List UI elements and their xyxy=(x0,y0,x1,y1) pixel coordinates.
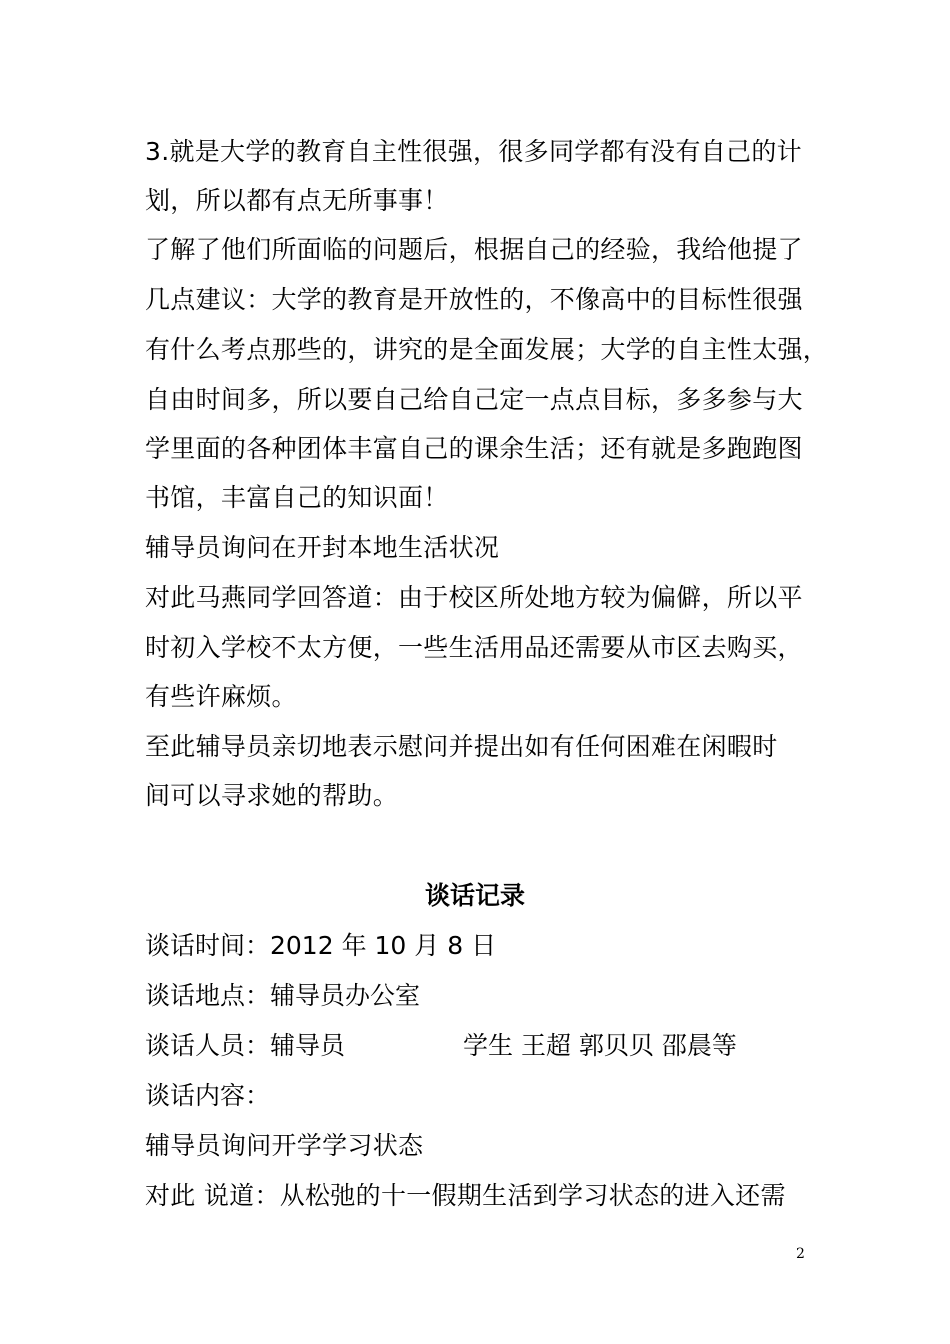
paragraph-line: 几点建议：大学的教育是开放性的，不像高中的目标性很强 xyxy=(145,285,803,314)
paragraph-line: 3.就是大学的教育自主性很强，很多同学都有没有自己的计 xyxy=(145,137,802,166)
paragraph-line: 自由时间多，所以要自己给自己定一点点目标，多多参与大 xyxy=(145,385,803,414)
record-people xyxy=(145,1031,737,1061)
record-line: 辅导员询问开学学习状态 xyxy=(145,1131,424,1160)
paragraph-line: 对此马燕同学回答道：由于校区所处地方较为偏僻，所以平 xyxy=(145,583,803,612)
page-number: 2 xyxy=(796,1246,805,1262)
record-people-label: 谈话人员：辅导员 xyxy=(145,1031,346,1060)
paragraph-line: 间可以寻求她的帮助。 xyxy=(145,781,399,810)
record-content-label: 谈话内容： xyxy=(145,1081,271,1110)
record-title: 谈话记录 xyxy=(424,881,525,910)
record-time: 谈话时间：2012 年 10 月 8 日 xyxy=(145,931,497,960)
paragraph-line: 学里面的各种团体丰富自己的课余生活；还有就是多跑跑图 xyxy=(145,434,803,463)
paragraph-line: 时初入学校不太方便，一些生活用品还需要从市区去购买， xyxy=(145,633,803,662)
paragraph-line: 有什么考点那些的，讲究的是全面发展；大学的自主性太强， xyxy=(145,335,829,364)
record-line: 对此 说道：从松弛的十一假期生活到学习状态的进入还需 xyxy=(145,1181,786,1210)
paragraph-line: 辅导员询问在开封本地生活状况 xyxy=(145,533,500,562)
paragraph-line: 至此辅导员亲切地表示慰问并提出如有任何困难在闲暇时 xyxy=(145,732,778,761)
record-people-students: 学生 王超 郭贝贝 邵晨等 xyxy=(463,1031,737,1060)
paragraph-line: 划，所以都有点无所事事！ xyxy=(145,186,449,215)
paragraph-line: 了解了他们所面临的问题后，根据自己的经验，我给他提了 xyxy=(145,235,803,264)
paragraph-line: 书馆，丰富自己的知识面！ xyxy=(145,483,449,512)
record-place: 谈话地点：辅导员办公室 xyxy=(145,981,421,1010)
paragraph-line: 有些许麻烦。 xyxy=(145,682,297,711)
